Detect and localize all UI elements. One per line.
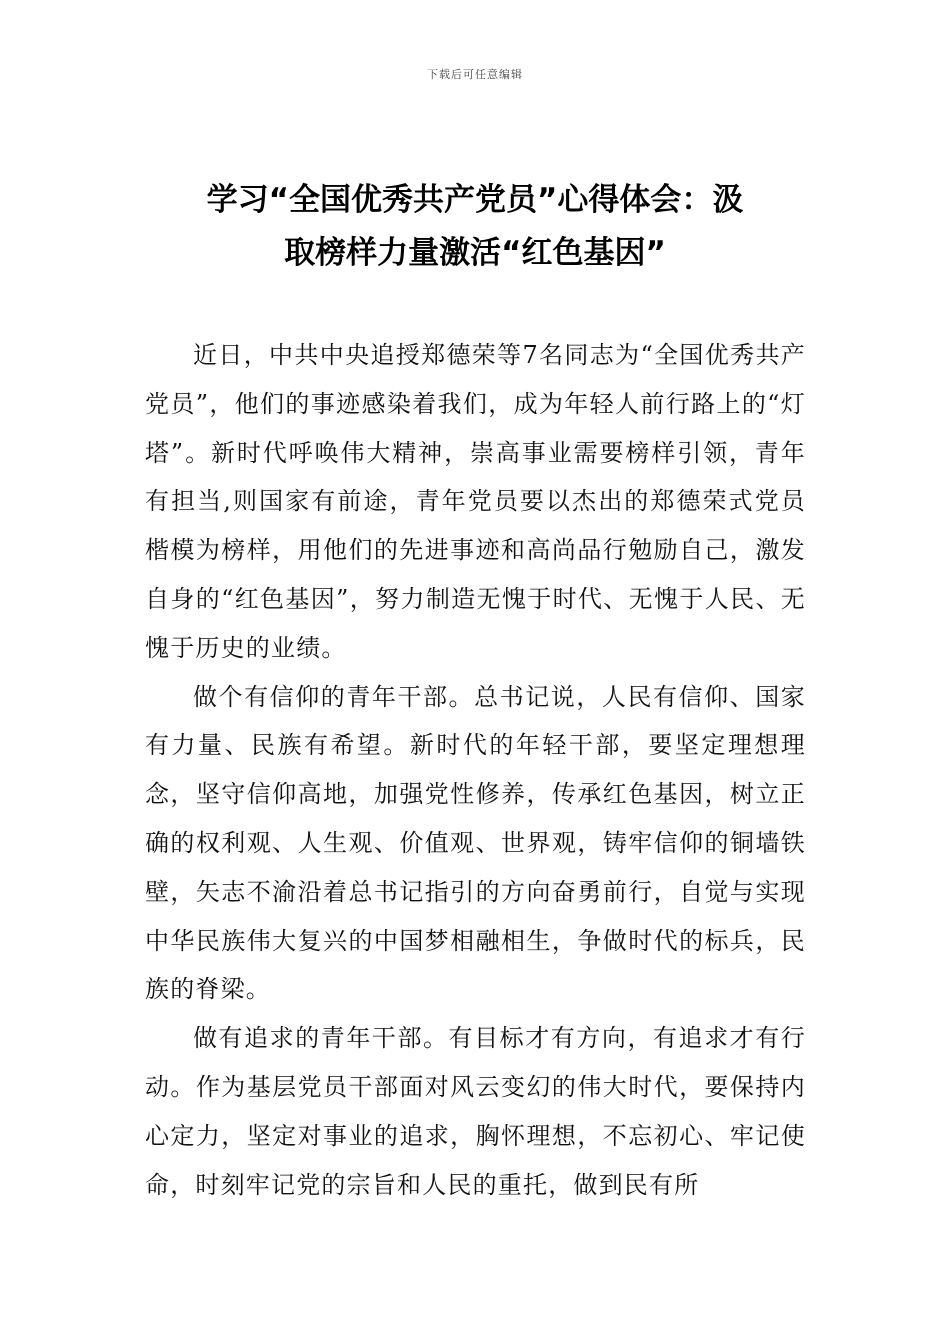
paragraph-2: 做个有信仰的青年干部。总书记说，人民有信仰、国家有力量、民族有希望。新时代的年轻干部，要坚定理想理念，坚守信仰高地，加强党性修养，传承红色基因，树立正确的权利观、人生观、价值观、世界观，铸牢信仰的铜墙铁壁，矢志不渝沿着总书记指引的方向奋勇前行，自觉与实现中华民族伟大复兴的中国梦相融相生，争做时代的标兵，民族的脊梁。 <box>145 682 806 1004</box>
paragraph-3: 做有追求的青年干部。有目标才有方向，有追求才有行动。作为基层党员干部面对风云变幻的伟大时代，要保持内心定力，坚定对事业的追求，胸怀理想，不忘初心、牢记使命，时刻牢记党的宗旨和人民的重托，做到民有所 <box>145 1024 806 1199</box>
page-header-note: 下载后可任意编辑 <box>427 68 523 81</box>
title-line-1: 学习“全国优秀共产党员”心得体会：汲 <box>206 182 744 218</box>
title-line-2: 取榜样力量激活“红色基因” <box>284 235 666 271</box>
document-body <box>145 331 806 1209</box>
document-title <box>145 174 805 280</box>
paragraph-1: 近日，中共中央追授郑德荣等7名同志为“全国优秀共产党员”，他们的事迹感染着我们，成为年轻人前行路上的“灯塔”。新时代呼唤伟大精神，崇高事业需要榜样引领，青年有担当,则国家有前途，青年党员要以杰出的郑德荣式党员楷模为榜样，用他们的先进事迹和高尚品行勉励自己，激发自身的“红色基因”，努力制造无愧于时代、无愧于人民、无愧于历史的业绩。 <box>145 341 806 662</box>
